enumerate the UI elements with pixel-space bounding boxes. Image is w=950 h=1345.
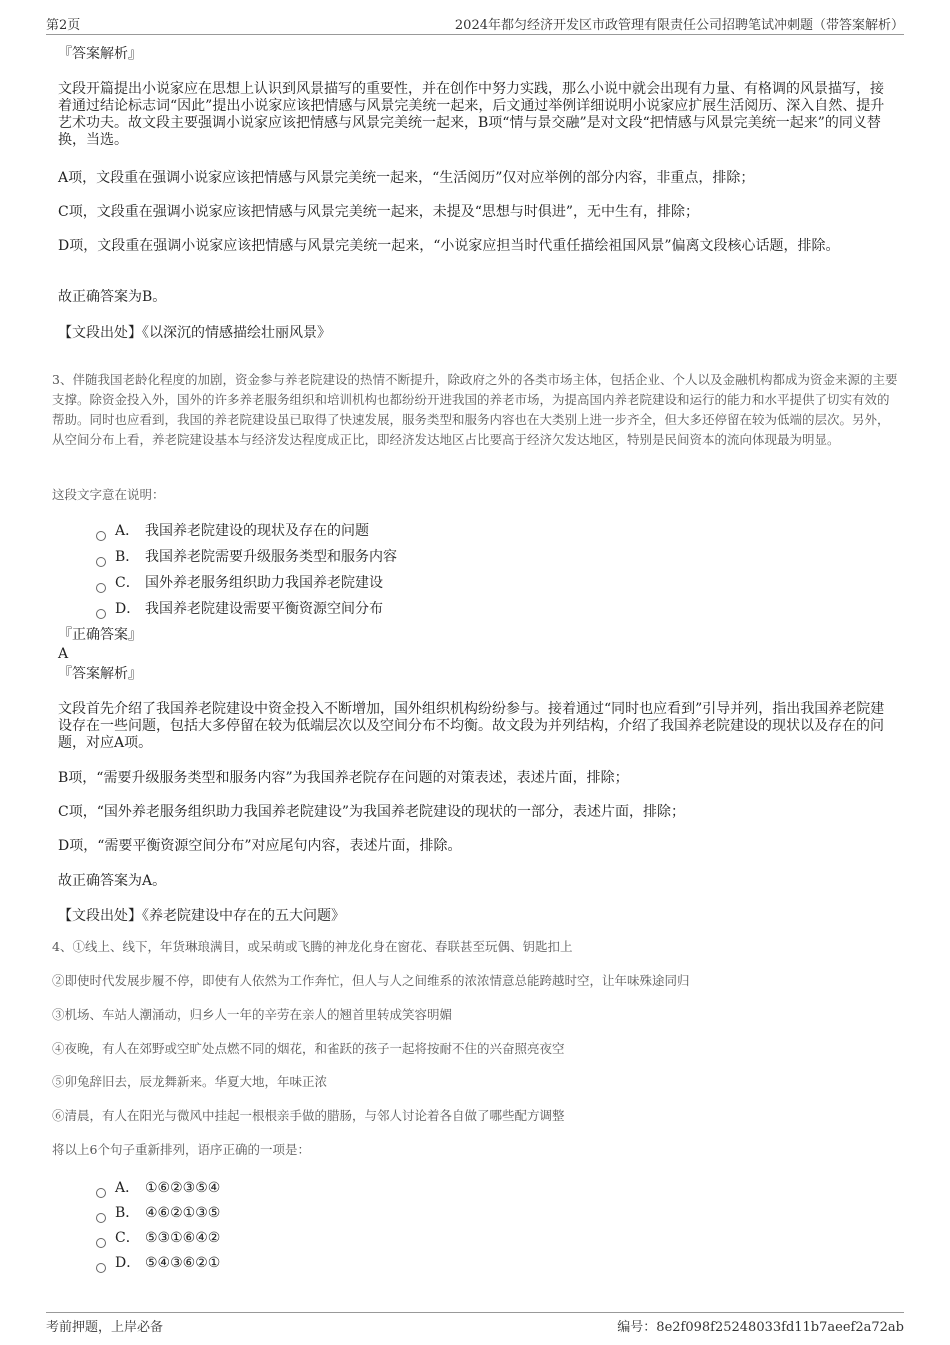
q4-sentence-2: ②即使时代发展步履不停，即使有人依然为工作奔忙，但人与人之间维系的浓浓情意总能跨越时空，让年味殊途同归 — [52, 973, 690, 988]
q3-analysis-label: 『答案解析』 — [58, 666, 142, 682]
q2-analysis-label: 『答案解析』 — [58, 46, 142, 62]
option-text: ④⑥②①③⑤ — [145, 1205, 221, 1221]
option-letter: A． — [115, 523, 140, 539]
q3-source: 【文段出处】《养老院建设中存在的五大问题》 — [58, 908, 345, 924]
q4-option-b[interactable] — [96, 1202, 220, 1223]
radio-icon[interactable] — [96, 583, 106, 593]
radio-icon[interactable] — [96, 1213, 106, 1223]
option-text: ⑤③①⑥④② — [145, 1230, 221, 1246]
q3-prompt: 这段文字意在说明： — [52, 487, 165, 502]
page-header — [46, 14, 904, 35]
option-text: 我国养老院建设需要平衡资源空间分布 — [145, 601, 383, 617]
q2-source: 【文段出处】《以深沉的情感描绘壮丽风景》 — [58, 325, 331, 341]
option-text: ①⑥②③⑤④ — [145, 1180, 221, 1196]
q4-option-c[interactable] — [96, 1227, 220, 1248]
option-letter: A． — [115, 1180, 140, 1196]
q3-question-text: 3、伴随我国老龄化程度的加剧，资金参与养老院建设的热情不断提升，除政府之外的各类市场主体，包括企业、个人以及金融机构都成为资金来源的主要支撑。除资金投入外，国外的许多养老服务组织和培训机构也都纷纷开进我国的养老市场，为提高国内养老院建设和运行的能力和水平提供了切实有效的帮助。同时也应看到，我国的养老院建设虽已取得了快速发展，服务类型和服务内容也在大类别上进一步齐全，但大多还停留在较为低端的层次。另外，从空间分布上看，养老院建设基本与经济发达程度成正比，即经济发达地区占比要高于经济欠发达地区，特别是民间资本的流向体现最为明显。 — [52, 372, 898, 447]
page-number: 第2页 — [46, 18, 81, 33]
q3-option-a[interactable] — [96, 520, 369, 541]
q4-option-d[interactable] — [96, 1252, 220, 1273]
radio-icon[interactable] — [96, 1188, 106, 1198]
q2-analysis-text: 文段开篇提出小说家应在思想上认识到风景描写的重要性，并在创作中努力实践，那么小说中就会出现有力量、有格调的风景描写，接着通过结论标志词“因此”提出小说家应该把情感与风景完美统一起来，后文通过举例详细说明小说家应扩展生活阅历、深入自然、提升艺术功夫。故文段主要强调小说家应该把情感与风景完美统一起来，B项“情与景交融”是对文段“把情感与风景完美统一起来”的同义替换，当选。 — [58, 81, 885, 148]
q2-option-a-analysis: A项，文段重在强调小说家应该把情感与风景完美统一起来，“生活阅历”仅对应举例的部分内容，非重点，排除； — [58, 170, 755, 186]
radio-icon[interactable] — [96, 557, 106, 567]
document-id: 编号：8e2f098f25248033fd11b7aeef2a72ab — [617, 1320, 904, 1335]
q3-answer: A — [58, 646, 69, 662]
option-letter: D． — [115, 601, 141, 617]
page-footer — [46, 1312, 904, 1335]
option-letter: B． — [115, 1205, 140, 1221]
radio-icon[interactable] — [96, 609, 106, 619]
q3-option-d[interactable] — [96, 598, 383, 619]
document-title: 2024年都匀经济开发区市政管理有限责任公司招聘笔试冲刺题（带答案解析） — [454, 18, 904, 33]
q4-option-a[interactable] — [96, 1177, 220, 1198]
radio-icon[interactable] — [96, 531, 106, 541]
q3-answer-label: 『正确答案』 — [58, 627, 142, 643]
option-letter: D． — [115, 1255, 141, 1271]
q3-conclusion: 故正确答案为A。 — [58, 873, 167, 889]
option-letter: B． — [115, 549, 140, 565]
option-text: 我国养老院需要升级服务类型和服务内容 — [145, 549, 397, 565]
q2-option-d-analysis: D项，文段重在强调小说家应该把情感与风景完美统一起来，“小说家应担当时代重任描绘祖国风景”偏离文段核心话题，排除。 — [58, 238, 840, 254]
radio-icon[interactable] — [96, 1238, 106, 1248]
q3-option-c[interactable] — [96, 572, 383, 593]
q3-option-c-analysis: C项，“国外养老服务组织助力我国养老院建设”为我国养老院建设的现状的一部分，表述片面，排除； — [58, 804, 686, 820]
q4-sentence-1: 4、①线上、线下，年货琳琅满目，或呆萌或飞腾的神龙化身在窗花、春联甚至玩偶、钥匙扣上 — [52, 939, 573, 954]
option-letter: C． — [115, 575, 140, 591]
q3-analysis-text: 文段首先介绍了我国养老院建设中资金投入不断增加，国外组织机构纷纷参与。接着通过“同时也应看到”引导并列，指出我国养老院建设存在一些问题，包括大多停留在较为低端层次以及空间分布不均衡。故文段为并列结构，介绍了我国养老院建设的现状以及存在的问题，对应A项。 — [58, 701, 885, 751]
option-letter: C． — [115, 1230, 140, 1246]
q4-sentence-5: ⑤卯兔辞旧去，辰龙舞新来。华夏大地，年味正浓 — [52, 1074, 328, 1089]
q4-prompt: 将以上6个句子重新排列，语序正确的一项是： — [52, 1142, 310, 1157]
option-text: 国外养老服务组织助力我国养老院建设 — [145, 575, 383, 591]
q3-option-b-analysis: B项，“需要升级服务类型和服务内容”为我国养老院存在问题的对策表述，表述片面，排除； — [58, 770, 629, 786]
option-text: 我国养老院建设的现状及存在的问题 — [145, 523, 369, 539]
q4-sentence-6: ⑥清晨，有人在阳光与微风中挂起一根根亲手做的腊肠，与邻人讨论着各自做了哪些配方调整 — [52, 1108, 565, 1123]
q2-option-c-analysis: C项，文段重在强调小说家应该把情感与风景完美统一起来，未提及“思想与时俱进”，无中生有，排除； — [58, 204, 700, 220]
footer-slogan: 考前押题，上岸必备 — [46, 1320, 164, 1335]
option-text: ⑤④③⑥②① — [145, 1255, 221, 1271]
q4-sentence-4: ④夜晚，有人在郊野或空旷处点燃不同的烟花，和雀跃的孩子一起将按耐不住的兴奋照亮夜空 — [52, 1041, 565, 1056]
q3-option-d-analysis: D项，“需要平衡资源空间分布”对应尾句内容，表述片面，排除。 — [58, 838, 462, 854]
q4-sentence-3: ③机场、车站人潮涌动，归乡人一年的辛劳在亲人的翘首里转成笑容明媚 — [52, 1007, 453, 1022]
radio-icon[interactable] — [96, 1263, 106, 1273]
q2-conclusion: 故正确答案为B。 — [58, 289, 167, 305]
q3-option-b[interactable] — [96, 546, 397, 567]
